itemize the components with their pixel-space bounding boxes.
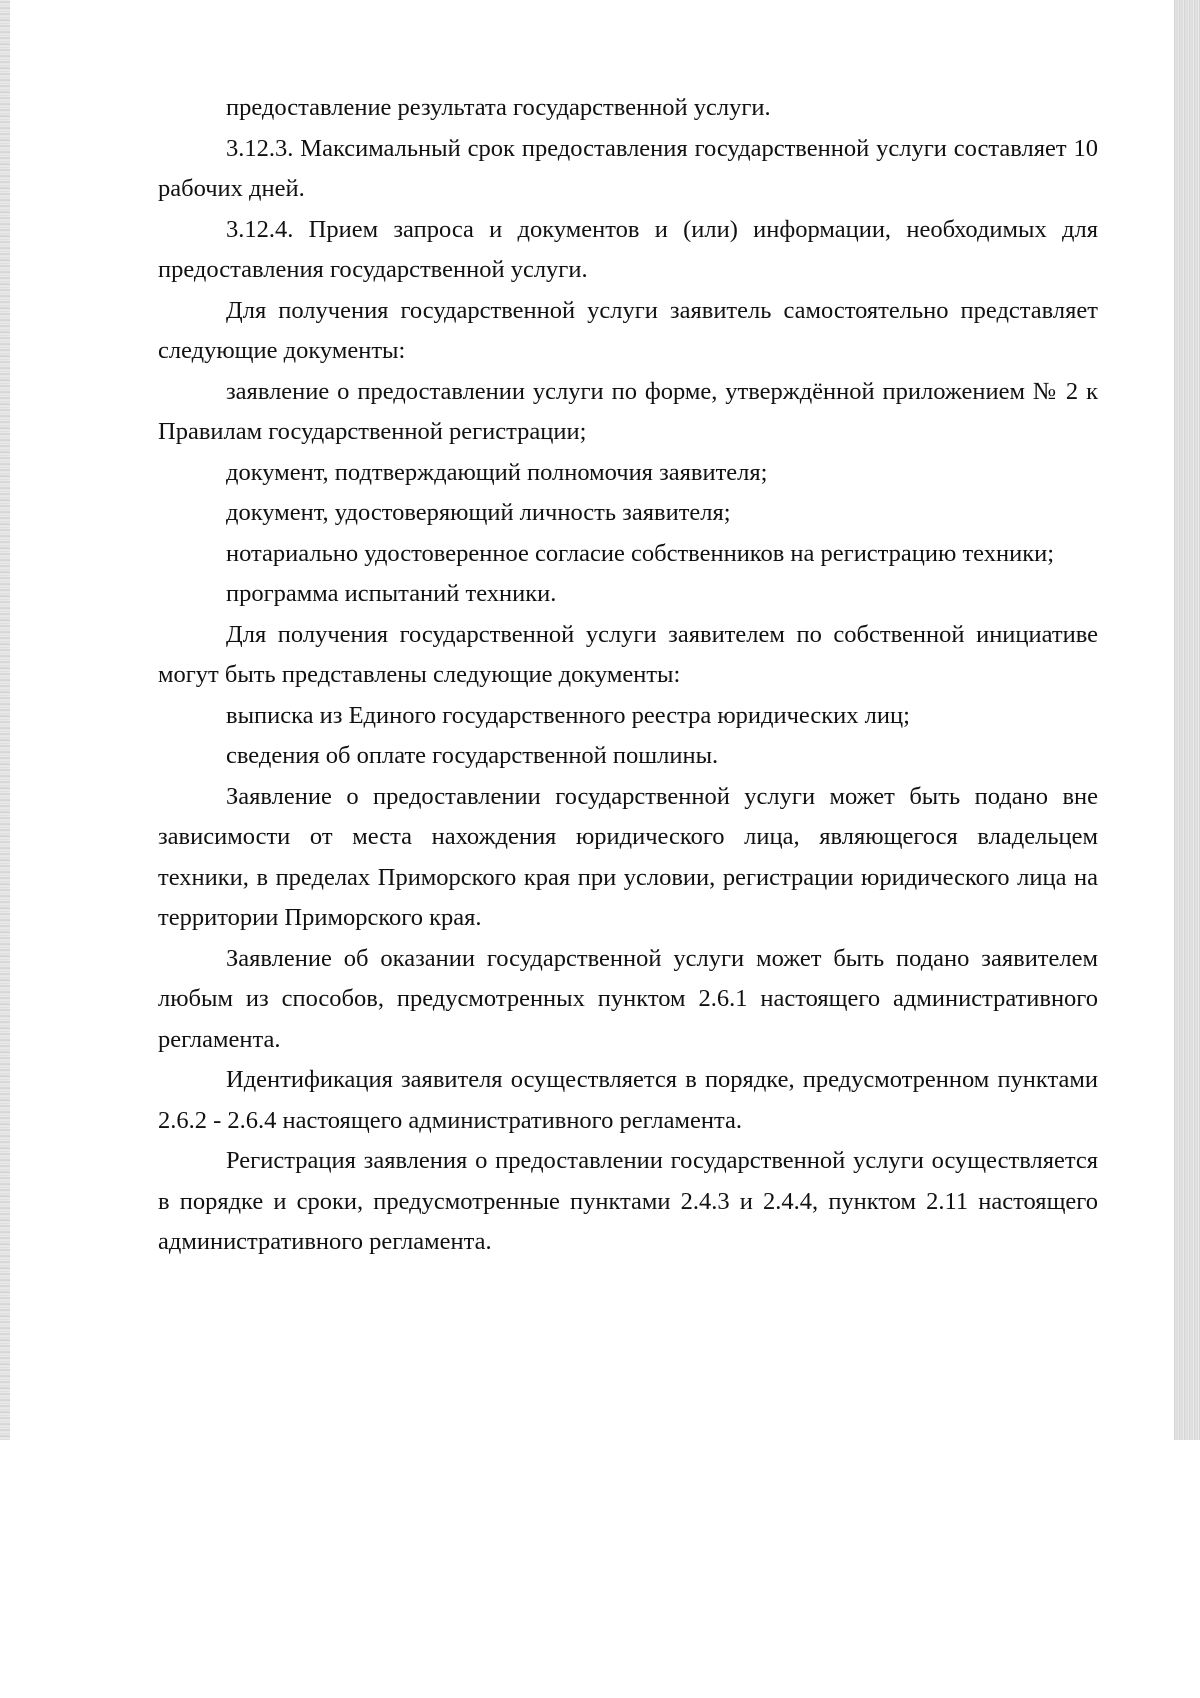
list-item: нотариально удостоверенное согласие собственников на регистрацию техники;: [226, 539, 1055, 567]
scan-edge-right: [1174, 0, 1200, 1440]
list-item: программа испытаний техники.: [226, 580, 557, 607]
list-item: заявление о предоставлении услуги по форме, утверждённой приложением № 2 к Правилам государственной регистрации;: [158, 377, 1098, 445]
paragraph: предоставление результата государственной услуги.: [226, 94, 771, 121]
list-item: документ, удостоверяющий личность заявителя;: [226, 499, 731, 526]
paragraph: 3.12.3. Максимальный срок предоставления государственной услуги составляет 10 рабочих дней.: [158, 134, 1098, 202]
paragraph: 3.12.4. Прием запроса и документов и (или) информации, необходимых для предоставления государственной услуги.: [158, 215, 1098, 283]
list-item: документ, подтверждающий полномочия заявителя;: [226, 458, 768, 486]
paragraph: Для получения государственной услуги заявитель самостоятельно представляет следующие документы:: [158, 296, 1098, 364]
paragraph: Регистрация заявления о предоставлении государственной услуги осуществляется в порядке и сроки, предусмотренные пунктами 2.4.3 и 2.4.4, пунктом 2.11 настоящего административного регламента.: [158, 1147, 1098, 1255]
paragraph: Идентификация заявителя осуществляется в порядке, предусмотренном пунктами 2.6.2 - 2.6.4 настоящего административного регламента.: [158, 1066, 1098, 1134]
paragraph: Для получения государственной услуги заявителем по собственной инициативе могут быть представлены следующие документы:: [158, 620, 1098, 688]
document-page: [158, 88, 1098, 1263]
paragraph: Заявление о предоставлении государственной услуги может быть подано вне зависимости от места нахождения юридического лица, являющегося владельцем техники, в пределах Приморского края при условии, регистрации юридического лица на территории Приморского края.: [158, 782, 1098, 931]
paragraph: Заявление об оказании государственной услуги может быть подано заявителем любым из способов, предусмотренных пунктом 2.6.1 настоящего административного регламента.: [158, 944, 1098, 1053]
list-item: сведения об оплате государственной пошлины.: [226, 742, 719, 769]
scan-edge-left: [0, 0, 10, 1440]
list-item: выписка из Единого государственного реестра юридических лиц;: [226, 701, 910, 729]
